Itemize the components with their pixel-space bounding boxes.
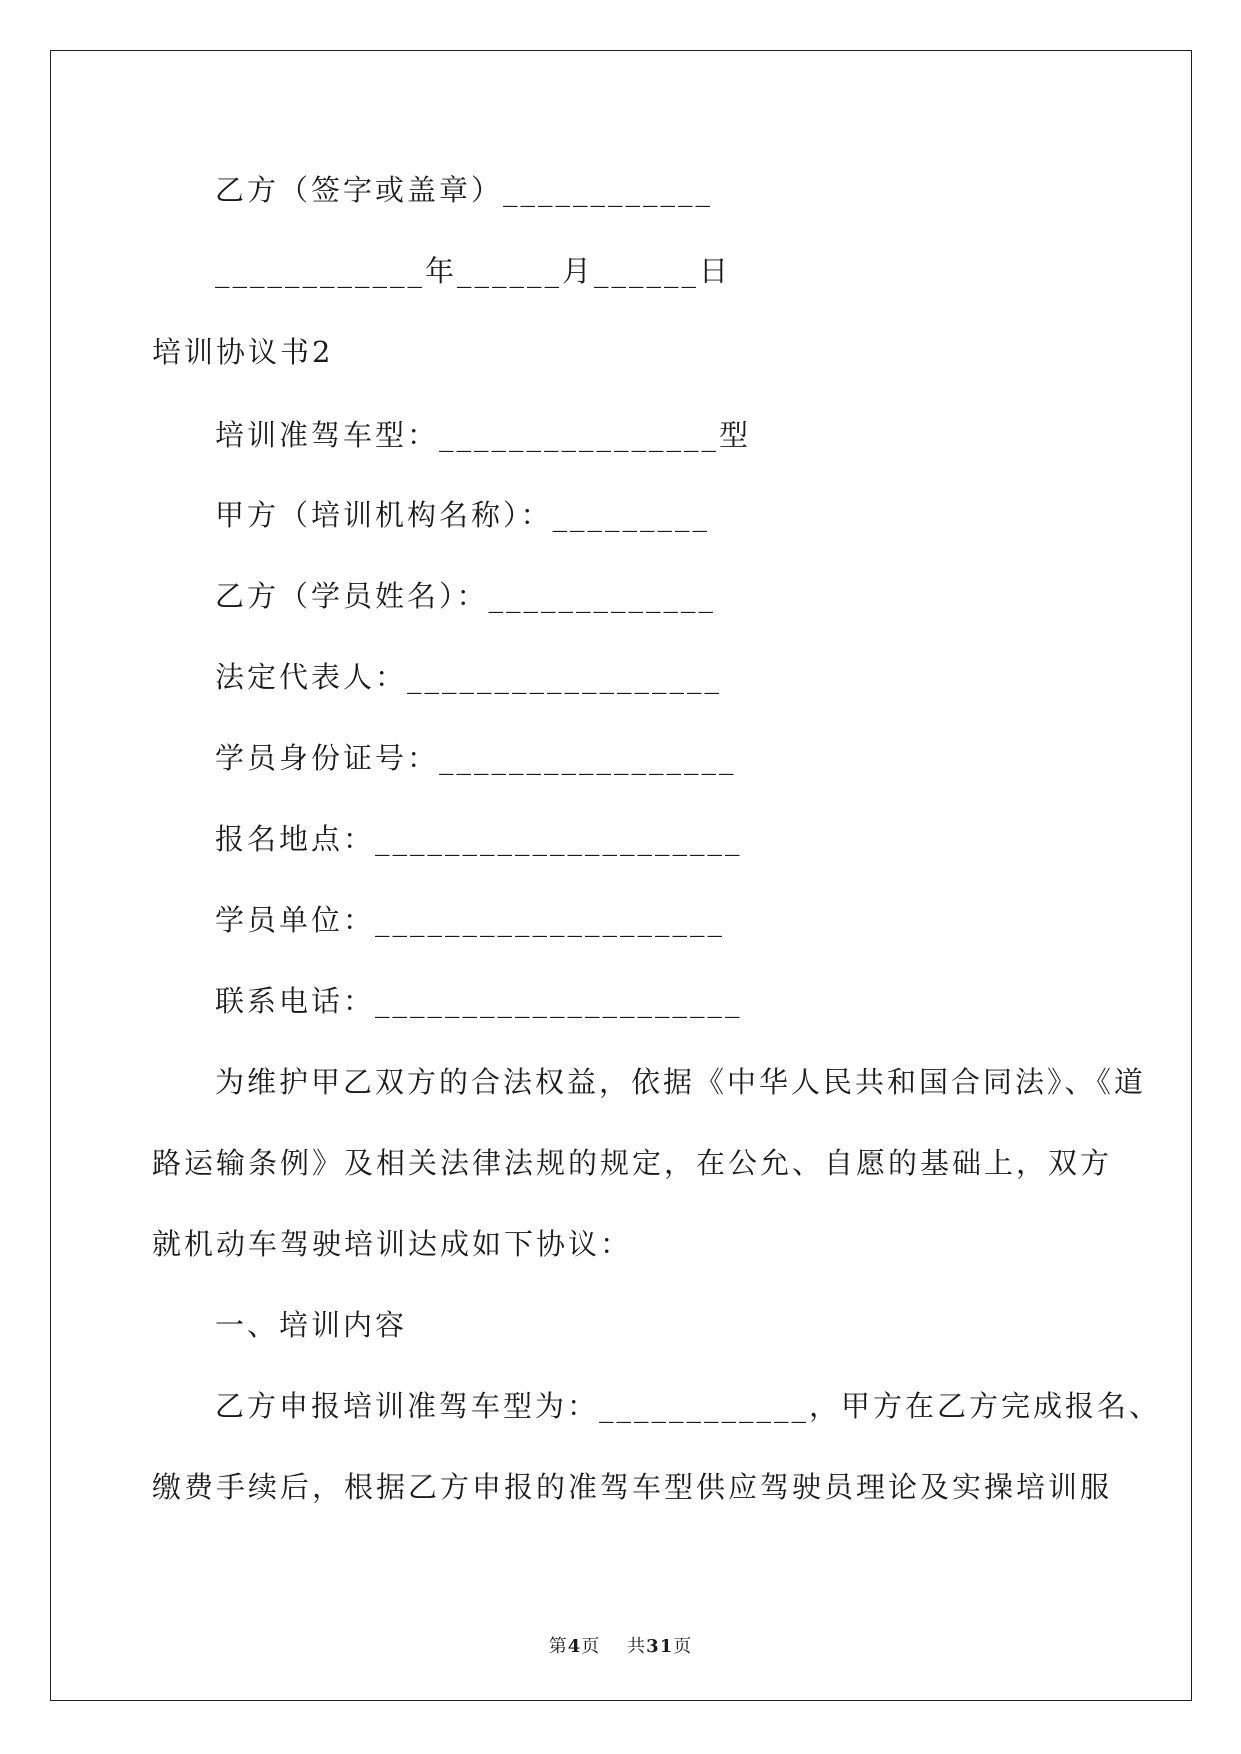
- current-page-number: 4: [567, 1636, 582, 1657]
- section-heading: 培训协议书2: [152, 335, 334, 369]
- text-line: 学员单位：____________________: [215, 903, 726, 937]
- footer-prefix: 第: [548, 1636, 568, 1657]
- total-page-number: 31: [646, 1636, 674, 1657]
- footer-mid: 页 共: [581, 1636, 647, 1657]
- subsection-heading: 一、培训内容: [215, 1308, 408, 1342]
- text-line: 乙方（学员姓名）：_____________: [215, 579, 717, 613]
- text-line: 培训准驾车型：________________型: [215, 418, 752, 452]
- text-line: 为维护甲乙双方的合法权益，依据《中华人民共和国合同法》、《道: [215, 1065, 1147, 1099]
- text-line: 就机动车驾驶培训达成如下协议：: [152, 1227, 633, 1261]
- text-line: 法定代表人：__________________: [215, 660, 723, 694]
- text-line: 缴费手续后，根据乙方申报的准驾车型供应驾驶员理论及实操培训服: [152, 1470, 1113, 1504]
- page-border: [50, 50, 1192, 1701]
- text-line: 甲方（培训机构名称）：_________: [215, 498, 711, 532]
- text-line: 乙方（签字或盖章）____________: [215, 173, 714, 207]
- text-line: 乙方申报培训准驾车型为：____________，甲方在乙方完成报名、: [215, 1389, 1162, 1423]
- text-line: 报名地点：_____________________: [215, 822, 743, 856]
- page-footer: [0, 1635, 1241, 1659]
- text-line: 路运输条例》及相关法律法规的规定，在公允、自愿的基础上，双方: [152, 1146, 1113, 1180]
- text-line: 联系电话：_____________________: [215, 984, 743, 1018]
- text-line: 学员身份证号：_________________: [215, 741, 737, 775]
- text-line: ____________年______月______日: [215, 254, 732, 288]
- footer-suffix: 页: [673, 1636, 693, 1657]
